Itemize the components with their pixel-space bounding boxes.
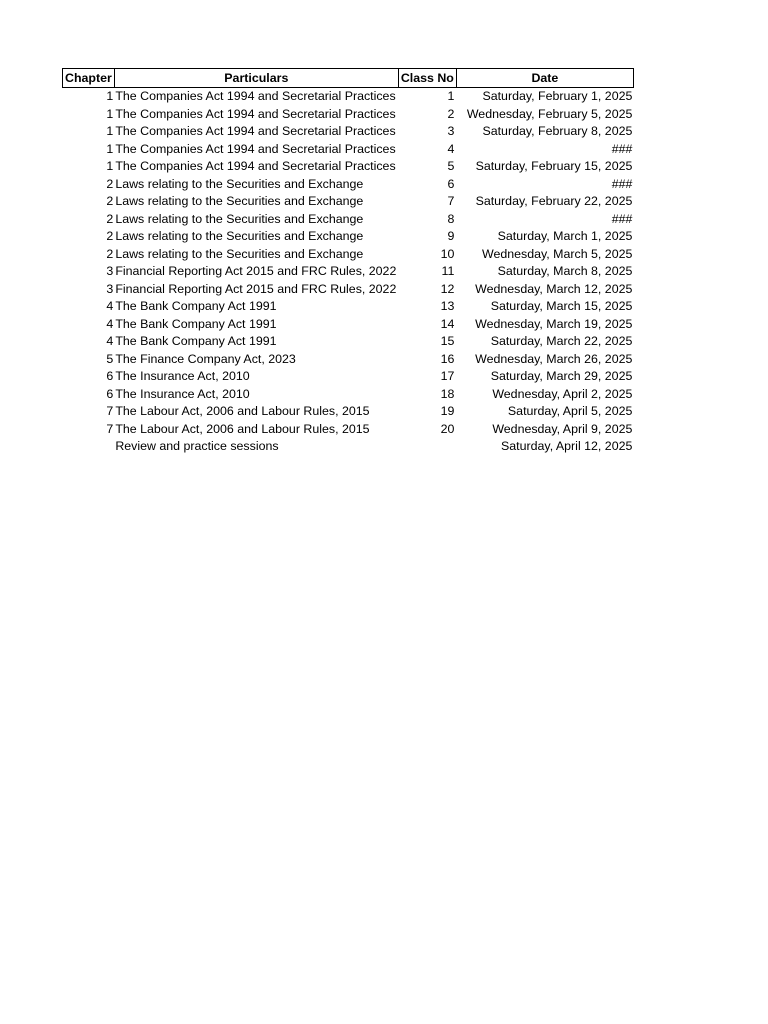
class-no-cell: 19: [440, 404, 455, 418]
date-cell: ###: [611, 211, 633, 226]
particulars-cell: Review and practice sessions: [115, 439, 279, 453]
date-cell: Saturday, March 15, 2025: [490, 299, 633, 313]
date-cell: Saturday, February 8, 2025: [482, 124, 633, 138]
chapter-cell: 1: [106, 159, 114, 173]
table-row: [63, 316, 634, 334]
chapter-cell: 7: [106, 404, 114, 418]
class-no-cell: 7: [447, 194, 455, 208]
header-date: Date: [456, 69, 633, 88]
date-cell: Saturday, March 1, 2025: [497, 229, 633, 243]
particulars-cell: The Finance Company Act, 2023: [115, 351, 296, 366]
table-row: [63, 106, 634, 124]
class-no-cell: 13: [440, 299, 455, 313]
particulars-cell: Laws relating to the Securities and Exchange: [115, 176, 364, 191]
class-no-cell: 1: [447, 89, 455, 103]
particulars-cell: The Bank Company Act 1991: [115, 334, 277, 348]
chapter-cell: 1: [106, 141, 114, 156]
class-no-cell: 4: [447, 141, 455, 156]
particulars-cell: Financial Reporting Act 2015 and FRC Rules, 2022: [115, 281, 397, 296]
chapter-cell: 7: [106, 421, 114, 436]
date-cell: Wednesday, March 5, 2025: [481, 246, 633, 261]
table-row: [63, 368, 634, 386]
particulars-cell: The Bank Company Act 1991: [115, 299, 277, 313]
date-cell: Saturday, April 12, 2025: [501, 439, 633, 453]
table-row: [63, 246, 634, 264]
table-row: [63, 141, 634, 159]
table-row: [63, 351, 634, 369]
date-cell: Saturday, March 29, 2025: [490, 369, 633, 383]
header-row: [63, 69, 634, 88]
particulars-cell: Laws relating to the Securities and Exchange: [115, 194, 364, 208]
table-body: [63, 88, 634, 456]
particulars-cell: Laws relating to the Securities and Exchange: [115, 211, 364, 226]
class-no-cell: 16: [440, 351, 455, 366]
class-schedule-table: [62, 68, 634, 456]
chapter-cell: 3: [106, 264, 114, 278]
class-no-cell: 18: [440, 386, 455, 401]
date-cell: Wednesday, March 26, 2025: [475, 351, 633, 366]
class-no-cell: 2: [447, 106, 455, 121]
chapter-cell: 6: [106, 369, 114, 383]
particulars-cell: The Companies Act 1994 and Secretarial Practices: [115, 141, 396, 156]
chapter-cell: 2: [106, 229, 114, 243]
date-cell: Saturday, February 1, 2025: [482, 89, 633, 103]
class-no-cell: 8: [447, 211, 455, 226]
table-row: [63, 298, 634, 316]
chapter-cell: 2: [106, 194, 114, 208]
particulars-cell: The Companies Act 1994 and Secretarial Practices: [115, 106, 396, 121]
table-row: [63, 421, 634, 439]
chapter-cell: 4: [106, 316, 114, 331]
chapter-cell: 4: [106, 334, 114, 348]
schedule-sheet: [62, 68, 634, 456]
particulars-cell: The Companies Act 1994 and Secretarial Practices: [115, 89, 396, 103]
class-no-cell: 6: [447, 176, 455, 191]
chapter-cell: 6: [106, 386, 114, 401]
header-particulars: Particulars: [114, 69, 398, 88]
date-cell: ###: [611, 176, 633, 191]
chapter-cell: 2: [106, 211, 114, 226]
date-cell: Saturday, March 22, 2025: [490, 334, 633, 348]
table-row: [63, 123, 634, 141]
class-no-cell: 5: [447, 159, 455, 173]
table-row: [63, 333, 634, 351]
table-row: [63, 176, 634, 194]
chapter-cell: 5: [106, 351, 114, 366]
class-no-cell: 9: [447, 229, 455, 243]
class-no-cell: 14: [440, 316, 455, 331]
date-cell: Saturday, February 15, 2025: [475, 159, 633, 173]
class-no-cell: 20: [440, 421, 455, 436]
table-row: [63, 281, 634, 299]
chapter-cell: 1: [106, 124, 114, 138]
chapter-cell: 2: [106, 176, 114, 191]
class-no-cell: [398, 438, 456, 456]
table-row: [63, 228, 634, 246]
table-row: [63, 211, 634, 229]
date-cell: Wednesday, March 19, 2025: [475, 316, 633, 331]
date-cell: Wednesday, April 2, 2025: [492, 386, 633, 401]
date-cell: Wednesday, April 9, 2025: [492, 421, 633, 436]
table-row: [63, 193, 634, 211]
date-cell: Saturday, February 22, 2025: [475, 194, 633, 208]
class-no-cell: 3: [447, 124, 455, 138]
chapter-cell: [63, 438, 115, 456]
particulars-cell: The Companies Act 1994 and Secretarial Practices: [115, 124, 396, 138]
chapter-cell: 1: [106, 89, 114, 103]
class-no-cell: 10: [440, 246, 455, 261]
date-cell: Saturday, March 8, 2025: [497, 264, 633, 278]
chapter-cell: 3: [106, 281, 114, 296]
header-chapter: Chapter: [63, 69, 115, 88]
chapter-cell: 2: [106, 246, 114, 261]
class-no-cell: 12: [440, 281, 455, 296]
date-cell: Wednesday, February 5, 2025: [466, 106, 633, 121]
particulars-cell: Laws relating to the Securities and Exchange: [115, 246, 364, 261]
particulars-cell: The Insurance Act, 2010: [115, 369, 250, 383]
table-row: [63, 386, 634, 404]
particulars-cell: Laws relating to the Securities and Exchange: [115, 229, 364, 243]
class-no-cell: 17: [440, 369, 455, 383]
table-row: [63, 438, 634, 456]
particulars-cell: The Bank Company Act 1991: [115, 316, 277, 331]
particulars-cell: The Labour Act, 2006 and Labour Rules, 2015: [115, 421, 370, 436]
date-cell: Saturday, April 5, 2025: [507, 404, 633, 418]
class-no-cell: 15: [440, 334, 455, 348]
table-row: [63, 263, 634, 281]
chapter-cell: 1: [106, 106, 114, 121]
header-class-no: Class No: [398, 69, 456, 88]
date-cell: ###: [611, 141, 633, 156]
table-row: [63, 88, 634, 106]
table-row: [63, 403, 634, 421]
particulars-cell: The Labour Act, 2006 and Labour Rules, 2015: [115, 404, 370, 418]
particulars-cell: The Insurance Act, 2010: [115, 386, 250, 401]
date-cell: Wednesday, March 12, 2025: [475, 281, 633, 296]
table-row: [63, 158, 634, 176]
chapter-cell: 4: [106, 299, 114, 313]
class-no-cell: 11: [441, 264, 455, 278]
particulars-cell: The Companies Act 1994 and Secretarial Practices: [115, 159, 396, 173]
particulars-cell: Financial Reporting Act 2015 and FRC Rules, 2022: [115, 264, 397, 278]
